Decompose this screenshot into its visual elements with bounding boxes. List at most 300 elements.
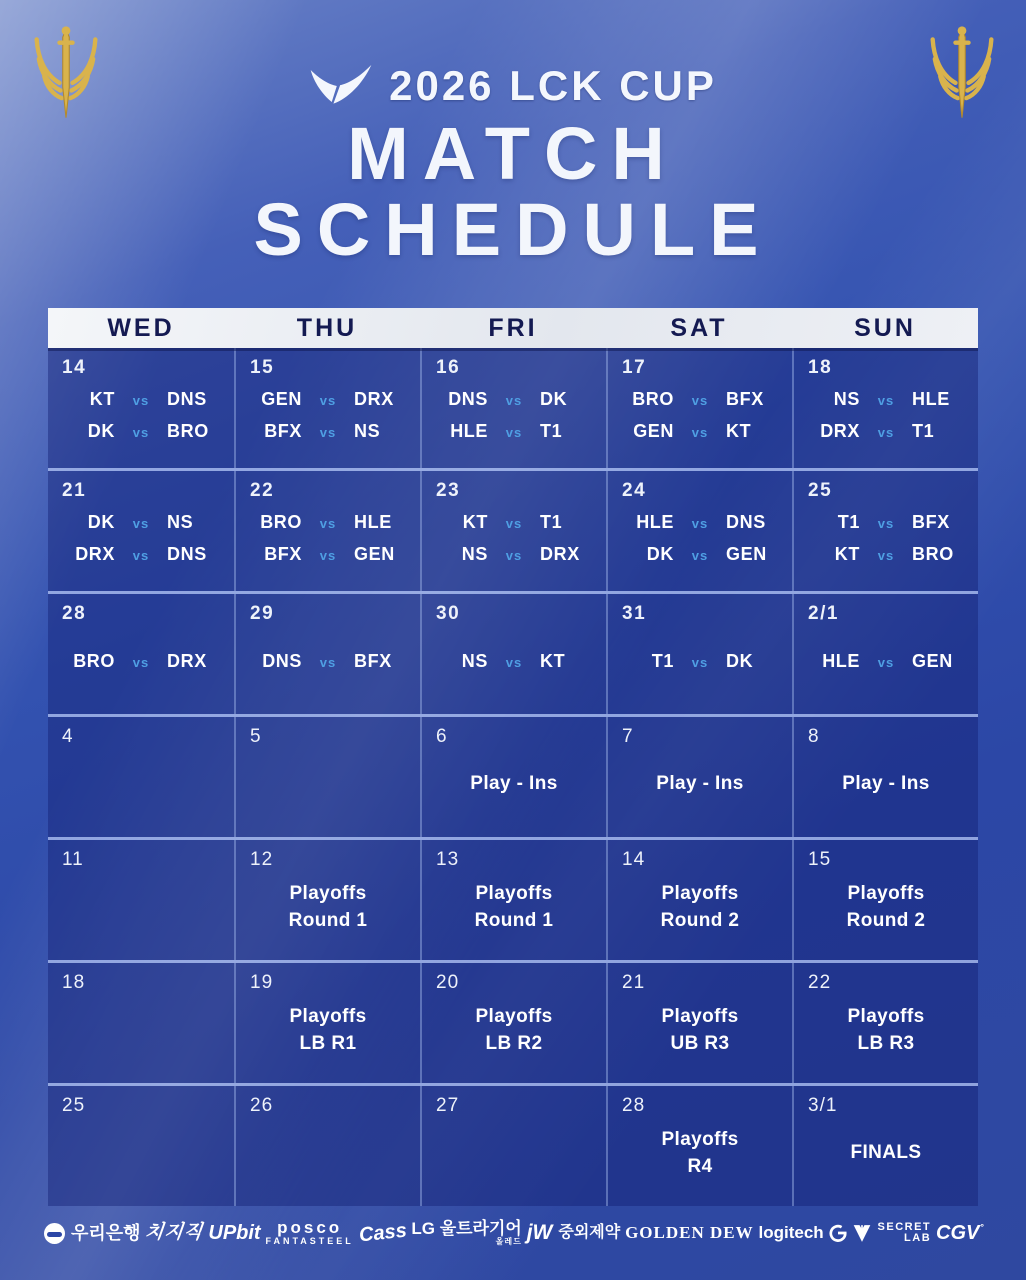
week-row bbox=[48, 348, 978, 468]
stage-label-line: Play - Ins bbox=[842, 773, 930, 795]
stage-label bbox=[616, 881, 784, 933]
stage-label bbox=[802, 1140, 970, 1166]
date-label: 25 bbox=[62, 1095, 86, 1116]
date-label: 23 bbox=[436, 480, 461, 501]
team-home: DNS bbox=[448, 389, 488, 409]
sponsor-cgv bbox=[936, 1223, 986, 1244]
date-label: 5 bbox=[250, 726, 262, 747]
cell-body bbox=[608, 748, 792, 837]
sponsor-text bbox=[411, 1220, 521, 1246]
team-home: HLE bbox=[450, 421, 488, 441]
cell-body bbox=[236, 379, 420, 468]
team-away: GEN bbox=[726, 544, 767, 564]
day-cell bbox=[606, 471, 792, 591]
day-cell bbox=[48, 840, 234, 960]
team-away: NS bbox=[167, 512, 194, 532]
cell-body bbox=[794, 502, 978, 591]
vs-label: vs bbox=[319, 655, 337, 670]
team-away: BRO bbox=[167, 421, 209, 441]
team-home: NS bbox=[461, 544, 488, 564]
date-label: 19 bbox=[250, 972, 274, 993]
match bbox=[802, 512, 970, 533]
date-label: 12 bbox=[250, 849, 274, 870]
week-row bbox=[48, 468, 978, 591]
day-cell bbox=[606, 963, 792, 1083]
week-row bbox=[48, 960, 978, 1083]
day-cell bbox=[420, 963, 606, 1083]
match bbox=[56, 512, 226, 533]
match bbox=[802, 389, 970, 410]
team-away: DRX bbox=[167, 651, 207, 671]
match bbox=[616, 421, 784, 442]
vs-label: vs bbox=[877, 393, 895, 408]
poster-title-line1: MATCH bbox=[347, 112, 679, 195]
match bbox=[802, 651, 970, 672]
day-cell bbox=[792, 348, 978, 468]
date-label: 21 bbox=[622, 972, 646, 993]
stage-label bbox=[430, 771, 598, 797]
day-header-wed: WED bbox=[107, 313, 175, 342]
cell-body bbox=[236, 871, 420, 960]
date-label: 25 bbox=[808, 480, 833, 501]
day-cell bbox=[420, 471, 606, 591]
cell-body bbox=[48, 1117, 234, 1206]
cell-body bbox=[608, 994, 792, 1083]
team-home: NS bbox=[461, 651, 488, 671]
team-away: BFX bbox=[912, 512, 950, 532]
day-cell bbox=[420, 717, 606, 837]
cell-body bbox=[794, 871, 978, 960]
date-label: 29 bbox=[250, 603, 275, 624]
team-home: GEN bbox=[261, 389, 302, 409]
team-home: KT bbox=[834, 544, 860, 564]
sponsor-sublabel: LAB bbox=[904, 1232, 932, 1244]
event-logo-row bbox=[0, 62, 1026, 110]
stage-label-line: LB R3 bbox=[857, 1032, 915, 1054]
date-label: 24 bbox=[622, 480, 647, 501]
stage-label bbox=[802, 771, 970, 797]
stage-label-line: R4 bbox=[687, 1155, 713, 1177]
day-cell bbox=[792, 1086, 978, 1206]
week-row bbox=[48, 1083, 978, 1206]
sponsor-posco-fantasteel bbox=[265, 1219, 353, 1246]
match bbox=[430, 512, 598, 533]
sponsor-label: Cass bbox=[357, 1219, 408, 1246]
cell-body bbox=[794, 994, 978, 1083]
sponsor-chzzk bbox=[145, 1223, 203, 1243]
date-label: 26 bbox=[250, 1095, 274, 1116]
match bbox=[616, 512, 784, 533]
team-away: HLE bbox=[912, 389, 950, 409]
team-home: T1 bbox=[651, 651, 674, 671]
vs-label: vs bbox=[691, 516, 709, 531]
day-cell bbox=[606, 348, 792, 468]
team-home: BFX bbox=[264, 421, 302, 441]
team-home: BRO bbox=[632, 389, 674, 409]
match bbox=[244, 389, 412, 410]
day-cell bbox=[792, 963, 978, 1083]
date-label: 21 bbox=[62, 480, 87, 501]
stage-label-line: Playoffs bbox=[289, 1006, 367, 1028]
match bbox=[56, 421, 226, 442]
cell-body bbox=[236, 748, 420, 837]
team-home: KT bbox=[462, 512, 488, 532]
team-home: BRO bbox=[73, 651, 115, 671]
cell-body bbox=[422, 994, 606, 1083]
day-cell bbox=[48, 963, 234, 1083]
stage-label bbox=[430, 1004, 598, 1056]
date-label: 17 bbox=[622, 357, 647, 378]
cell-body bbox=[794, 625, 978, 714]
date-label: 22 bbox=[808, 972, 832, 993]
team-home: DK bbox=[87, 421, 115, 441]
team-away: BRO bbox=[912, 544, 954, 564]
team-home: BFX bbox=[264, 544, 302, 564]
vs-label: vs bbox=[132, 425, 150, 440]
sponsor-sublabel: 올레드 bbox=[495, 1236, 522, 1246]
stage-label-line: Playoffs bbox=[661, 1129, 739, 1151]
team-away: T1 bbox=[912, 421, 935, 441]
cell-body bbox=[422, 748, 606, 837]
team-home: DRX bbox=[820, 421, 860, 441]
schedule-calendar bbox=[48, 308, 978, 1206]
vs-label: vs bbox=[505, 516, 523, 531]
date-label: 8 bbox=[808, 726, 820, 747]
team-away: DRX bbox=[540, 544, 580, 564]
day-cell bbox=[234, 717, 420, 837]
sponsor-jw-pharma bbox=[527, 1221, 620, 1245]
team-away: DNS bbox=[726, 512, 766, 532]
date-label: 7 bbox=[622, 726, 634, 747]
team-away: GEN bbox=[354, 544, 395, 564]
sponsor-text bbox=[357, 1219, 408, 1246]
match bbox=[56, 651, 226, 672]
day-cell bbox=[234, 1086, 420, 1206]
stage-label-line: Playoffs bbox=[661, 1006, 739, 1028]
day-header-thu: THU bbox=[296, 313, 358, 342]
cell-body bbox=[236, 625, 420, 714]
date-label: 3/1 bbox=[808, 1095, 838, 1116]
day-cell bbox=[234, 471, 420, 591]
stage-label bbox=[616, 1004, 784, 1056]
stage-label-line: Playoffs bbox=[847, 883, 925, 905]
stage-label-line: Playoffs bbox=[289, 883, 367, 905]
sponsor-cass bbox=[357, 1219, 408, 1246]
team-away: DRX bbox=[354, 389, 394, 409]
match bbox=[56, 389, 226, 410]
sponsor-text bbox=[936, 1223, 986, 1244]
team-away: DK bbox=[540, 389, 568, 409]
sponsor-text bbox=[265, 1219, 353, 1246]
team-home: HLE bbox=[636, 512, 674, 532]
stage-label-line: Play - Ins bbox=[656, 773, 744, 795]
team-home: DRX bbox=[75, 544, 115, 564]
match bbox=[616, 651, 784, 672]
calendar-day-header-row bbox=[48, 308, 978, 348]
stage-label-line: LB R2 bbox=[485, 1032, 543, 1054]
team-home: DK bbox=[646, 544, 674, 564]
vs-label: vs bbox=[319, 425, 337, 440]
date-label: 28 bbox=[622, 1095, 646, 1116]
sponsor-text bbox=[208, 1223, 260, 1244]
cell-body bbox=[422, 625, 606, 714]
date-label: 6 bbox=[436, 726, 448, 747]
stage-label bbox=[430, 881, 598, 933]
stage-label-line: Round 1 bbox=[474, 909, 554, 931]
cell-body bbox=[48, 748, 234, 837]
date-label: 22 bbox=[250, 480, 275, 501]
team-away: HLE bbox=[354, 512, 392, 532]
sponsor-bar bbox=[44, 1210, 986, 1256]
vs-label: vs bbox=[505, 425, 523, 440]
sponsor-sublabel: ° bbox=[980, 1221, 986, 1232]
sponsor-logitech-g bbox=[758, 1224, 846, 1242]
match bbox=[244, 512, 412, 533]
team-away: DNS bbox=[167, 544, 207, 564]
day-cell bbox=[48, 594, 234, 714]
match bbox=[802, 544, 970, 565]
stage-label-line: FINALS bbox=[850, 1142, 922, 1164]
date-label: 28 bbox=[62, 603, 87, 624]
vs-label: vs bbox=[877, 516, 895, 531]
stage-label bbox=[244, 881, 412, 933]
vs-label: vs bbox=[691, 655, 709, 670]
sponsor-secretlab bbox=[852, 1222, 932, 1244]
event-title: 2026 LCK CUP bbox=[389, 62, 717, 109]
sponsor-label: posco bbox=[277, 1218, 343, 1238]
date-label: 4 bbox=[62, 726, 74, 747]
date-label: 2/1 bbox=[808, 603, 839, 624]
vs-label: vs bbox=[877, 425, 895, 440]
sponsor-label: logitech bbox=[758, 1223, 824, 1243]
vs-label: vs bbox=[877, 655, 895, 670]
match bbox=[244, 421, 412, 442]
cell-body bbox=[422, 379, 606, 468]
secretlab-trident-icon bbox=[852, 1225, 872, 1242]
team-away: T1 bbox=[540, 512, 563, 532]
cell-body bbox=[236, 1117, 420, 1206]
week-row bbox=[48, 714, 978, 837]
day-cell bbox=[420, 840, 606, 960]
stage-label-line: Round 2 bbox=[660, 909, 740, 931]
day-cell bbox=[420, 348, 606, 468]
date-label: 18 bbox=[808, 357, 833, 378]
team-away: KT bbox=[540, 651, 566, 671]
lck-wings-icon bbox=[309, 64, 373, 108]
sponsor-label: 우리은행 bbox=[71, 1222, 141, 1243]
team-home: NS bbox=[833, 389, 860, 409]
stage-label-line: Round 1 bbox=[288, 909, 368, 931]
logitech-g-icon bbox=[829, 1224, 847, 1242]
day-cell bbox=[48, 471, 234, 591]
day-cell bbox=[792, 840, 978, 960]
day-cell bbox=[234, 348, 420, 468]
date-label: 30 bbox=[436, 603, 461, 624]
team-away: DK bbox=[726, 651, 754, 671]
stage-label bbox=[802, 881, 970, 933]
stage-label bbox=[616, 1127, 784, 1179]
team-away: NS bbox=[354, 421, 381, 441]
match bbox=[244, 651, 412, 672]
sponsor-upbit bbox=[208, 1223, 260, 1244]
cell-body bbox=[794, 1117, 978, 1206]
sponsor-label: SECRET bbox=[877, 1221, 932, 1233]
day-cell bbox=[792, 717, 978, 837]
sponsor-label: 치지직 bbox=[144, 1222, 205, 1244]
stage-label-line: LB R1 bbox=[299, 1032, 357, 1054]
team-home: HLE bbox=[822, 651, 860, 671]
vs-label: vs bbox=[132, 393, 150, 408]
stage-label-line: UB R3 bbox=[670, 1032, 730, 1054]
cell-body bbox=[48, 871, 234, 960]
day-cell bbox=[234, 963, 420, 1083]
sponsor-sublabel: FANTASTEEL bbox=[265, 1236, 354, 1247]
cell-body bbox=[422, 871, 606, 960]
match bbox=[430, 421, 598, 442]
stage-label-line: Round 2 bbox=[846, 909, 926, 931]
week-row bbox=[48, 591, 978, 714]
date-label: 20 bbox=[436, 972, 460, 993]
day-header-sun: SUN bbox=[854, 313, 916, 342]
cell-body bbox=[48, 502, 234, 591]
team-away: GEN bbox=[912, 651, 953, 671]
cell-body bbox=[48, 994, 234, 1083]
team-home: DNS bbox=[262, 651, 302, 671]
day-cell bbox=[606, 840, 792, 960]
sponsor-logo-prefix: jW bbox=[526, 1221, 553, 1244]
sponsor-label: LG 울트라기어 bbox=[411, 1218, 522, 1238]
cell-body bbox=[236, 502, 420, 591]
sponsor-lg-ultragear bbox=[411, 1220, 521, 1246]
day-cell bbox=[48, 1086, 234, 1206]
cell-body bbox=[608, 625, 792, 714]
vs-label: vs bbox=[319, 548, 337, 563]
match bbox=[430, 389, 598, 410]
date-label: 15 bbox=[808, 849, 832, 870]
sponsor-text bbox=[758, 1224, 823, 1242]
sponsor-text bbox=[878, 1222, 932, 1244]
vs-label: vs bbox=[319, 393, 337, 408]
date-label: 16 bbox=[436, 357, 461, 378]
stage-label-line: Play - Ins bbox=[470, 773, 558, 795]
day-cell bbox=[234, 840, 420, 960]
sponsor-label: UPbit bbox=[208, 1221, 261, 1244]
date-label: 13 bbox=[436, 849, 460, 870]
cell-body bbox=[794, 748, 978, 837]
match bbox=[430, 651, 598, 672]
match bbox=[56, 544, 226, 565]
sponsor-woori-bank bbox=[44, 1223, 141, 1244]
stage-label-line: Playoffs bbox=[661, 883, 739, 905]
stage-label bbox=[616, 771, 784, 797]
vs-label: vs bbox=[132, 548, 150, 563]
vs-label: vs bbox=[505, 393, 523, 408]
woori-circle-icon bbox=[44, 1223, 65, 1244]
sponsor-text bbox=[145, 1223, 203, 1243]
cell-body bbox=[608, 1117, 792, 1206]
day-cell bbox=[420, 1086, 606, 1206]
stage-label-line: Playoffs bbox=[475, 883, 553, 905]
sponsor-label: 중외제약 bbox=[558, 1223, 621, 1241]
vs-label: vs bbox=[505, 655, 523, 670]
team-away: BFX bbox=[354, 651, 392, 671]
match bbox=[616, 544, 784, 565]
sponsor-golden-dew bbox=[625, 1224, 754, 1242]
date-label: 18 bbox=[62, 972, 86, 993]
cell-body bbox=[608, 502, 792, 591]
cell-body bbox=[422, 1117, 606, 1206]
vs-label: vs bbox=[132, 655, 150, 670]
day-header-sat: SAT bbox=[670, 313, 728, 342]
stage-label-line: Playoffs bbox=[475, 1006, 553, 1028]
team-away: KT bbox=[726, 421, 752, 441]
day-cell bbox=[420, 594, 606, 714]
day-cell bbox=[606, 717, 792, 837]
day-cell bbox=[792, 594, 978, 714]
team-away: T1 bbox=[540, 421, 563, 441]
calendar-weeks bbox=[48, 348, 978, 1206]
day-cell bbox=[48, 348, 234, 468]
vs-label: vs bbox=[319, 516, 337, 531]
vs-label: vs bbox=[877, 548, 895, 563]
day-header-fri: FRI bbox=[488, 313, 538, 342]
vs-label: vs bbox=[691, 425, 709, 440]
sponsor-text bbox=[625, 1224, 754, 1242]
match bbox=[616, 389, 784, 410]
sponsor-text bbox=[558, 1225, 620, 1242]
day-cell bbox=[606, 594, 792, 714]
cell-body bbox=[794, 379, 978, 468]
team-home: T1 bbox=[837, 512, 860, 532]
cell-body bbox=[608, 871, 792, 960]
day-cell bbox=[234, 594, 420, 714]
day-cell bbox=[792, 471, 978, 591]
date-label: 27 bbox=[436, 1095, 460, 1116]
stage-label-line: Playoffs bbox=[847, 1006, 925, 1028]
vs-label: vs bbox=[691, 548, 709, 563]
match bbox=[430, 544, 598, 565]
cell-body bbox=[422, 502, 606, 591]
week-row bbox=[48, 837, 978, 960]
vs-label: vs bbox=[505, 548, 523, 563]
stage-label bbox=[802, 1004, 970, 1056]
cell-body bbox=[48, 379, 234, 468]
sponsor-label: GOLDEN DEW bbox=[625, 1223, 754, 1243]
cell-body bbox=[608, 379, 792, 468]
match bbox=[244, 544, 412, 565]
poster-title bbox=[0, 112, 1026, 271]
team-home: BRO bbox=[260, 512, 302, 532]
team-home: DK bbox=[87, 512, 115, 532]
poster-title-line2: SCHEDULE bbox=[253, 188, 773, 271]
cell-body bbox=[48, 625, 234, 714]
team-away: BFX bbox=[726, 389, 764, 409]
sponsor-label: CGV bbox=[936, 1221, 980, 1244]
vs-label: vs bbox=[132, 516, 150, 531]
day-cell bbox=[48, 717, 234, 837]
team-home: KT bbox=[89, 389, 115, 409]
cell-body bbox=[236, 994, 420, 1083]
sponsor-text bbox=[71, 1224, 141, 1243]
date-label: 11 bbox=[62, 849, 84, 870]
date-label: 31 bbox=[622, 603, 647, 624]
match bbox=[802, 421, 970, 442]
vs-label: vs bbox=[691, 393, 709, 408]
day-cell bbox=[606, 1086, 792, 1206]
team-home: GEN bbox=[633, 421, 674, 441]
date-label: 14 bbox=[62, 357, 87, 378]
team-away: DNS bbox=[167, 389, 207, 409]
